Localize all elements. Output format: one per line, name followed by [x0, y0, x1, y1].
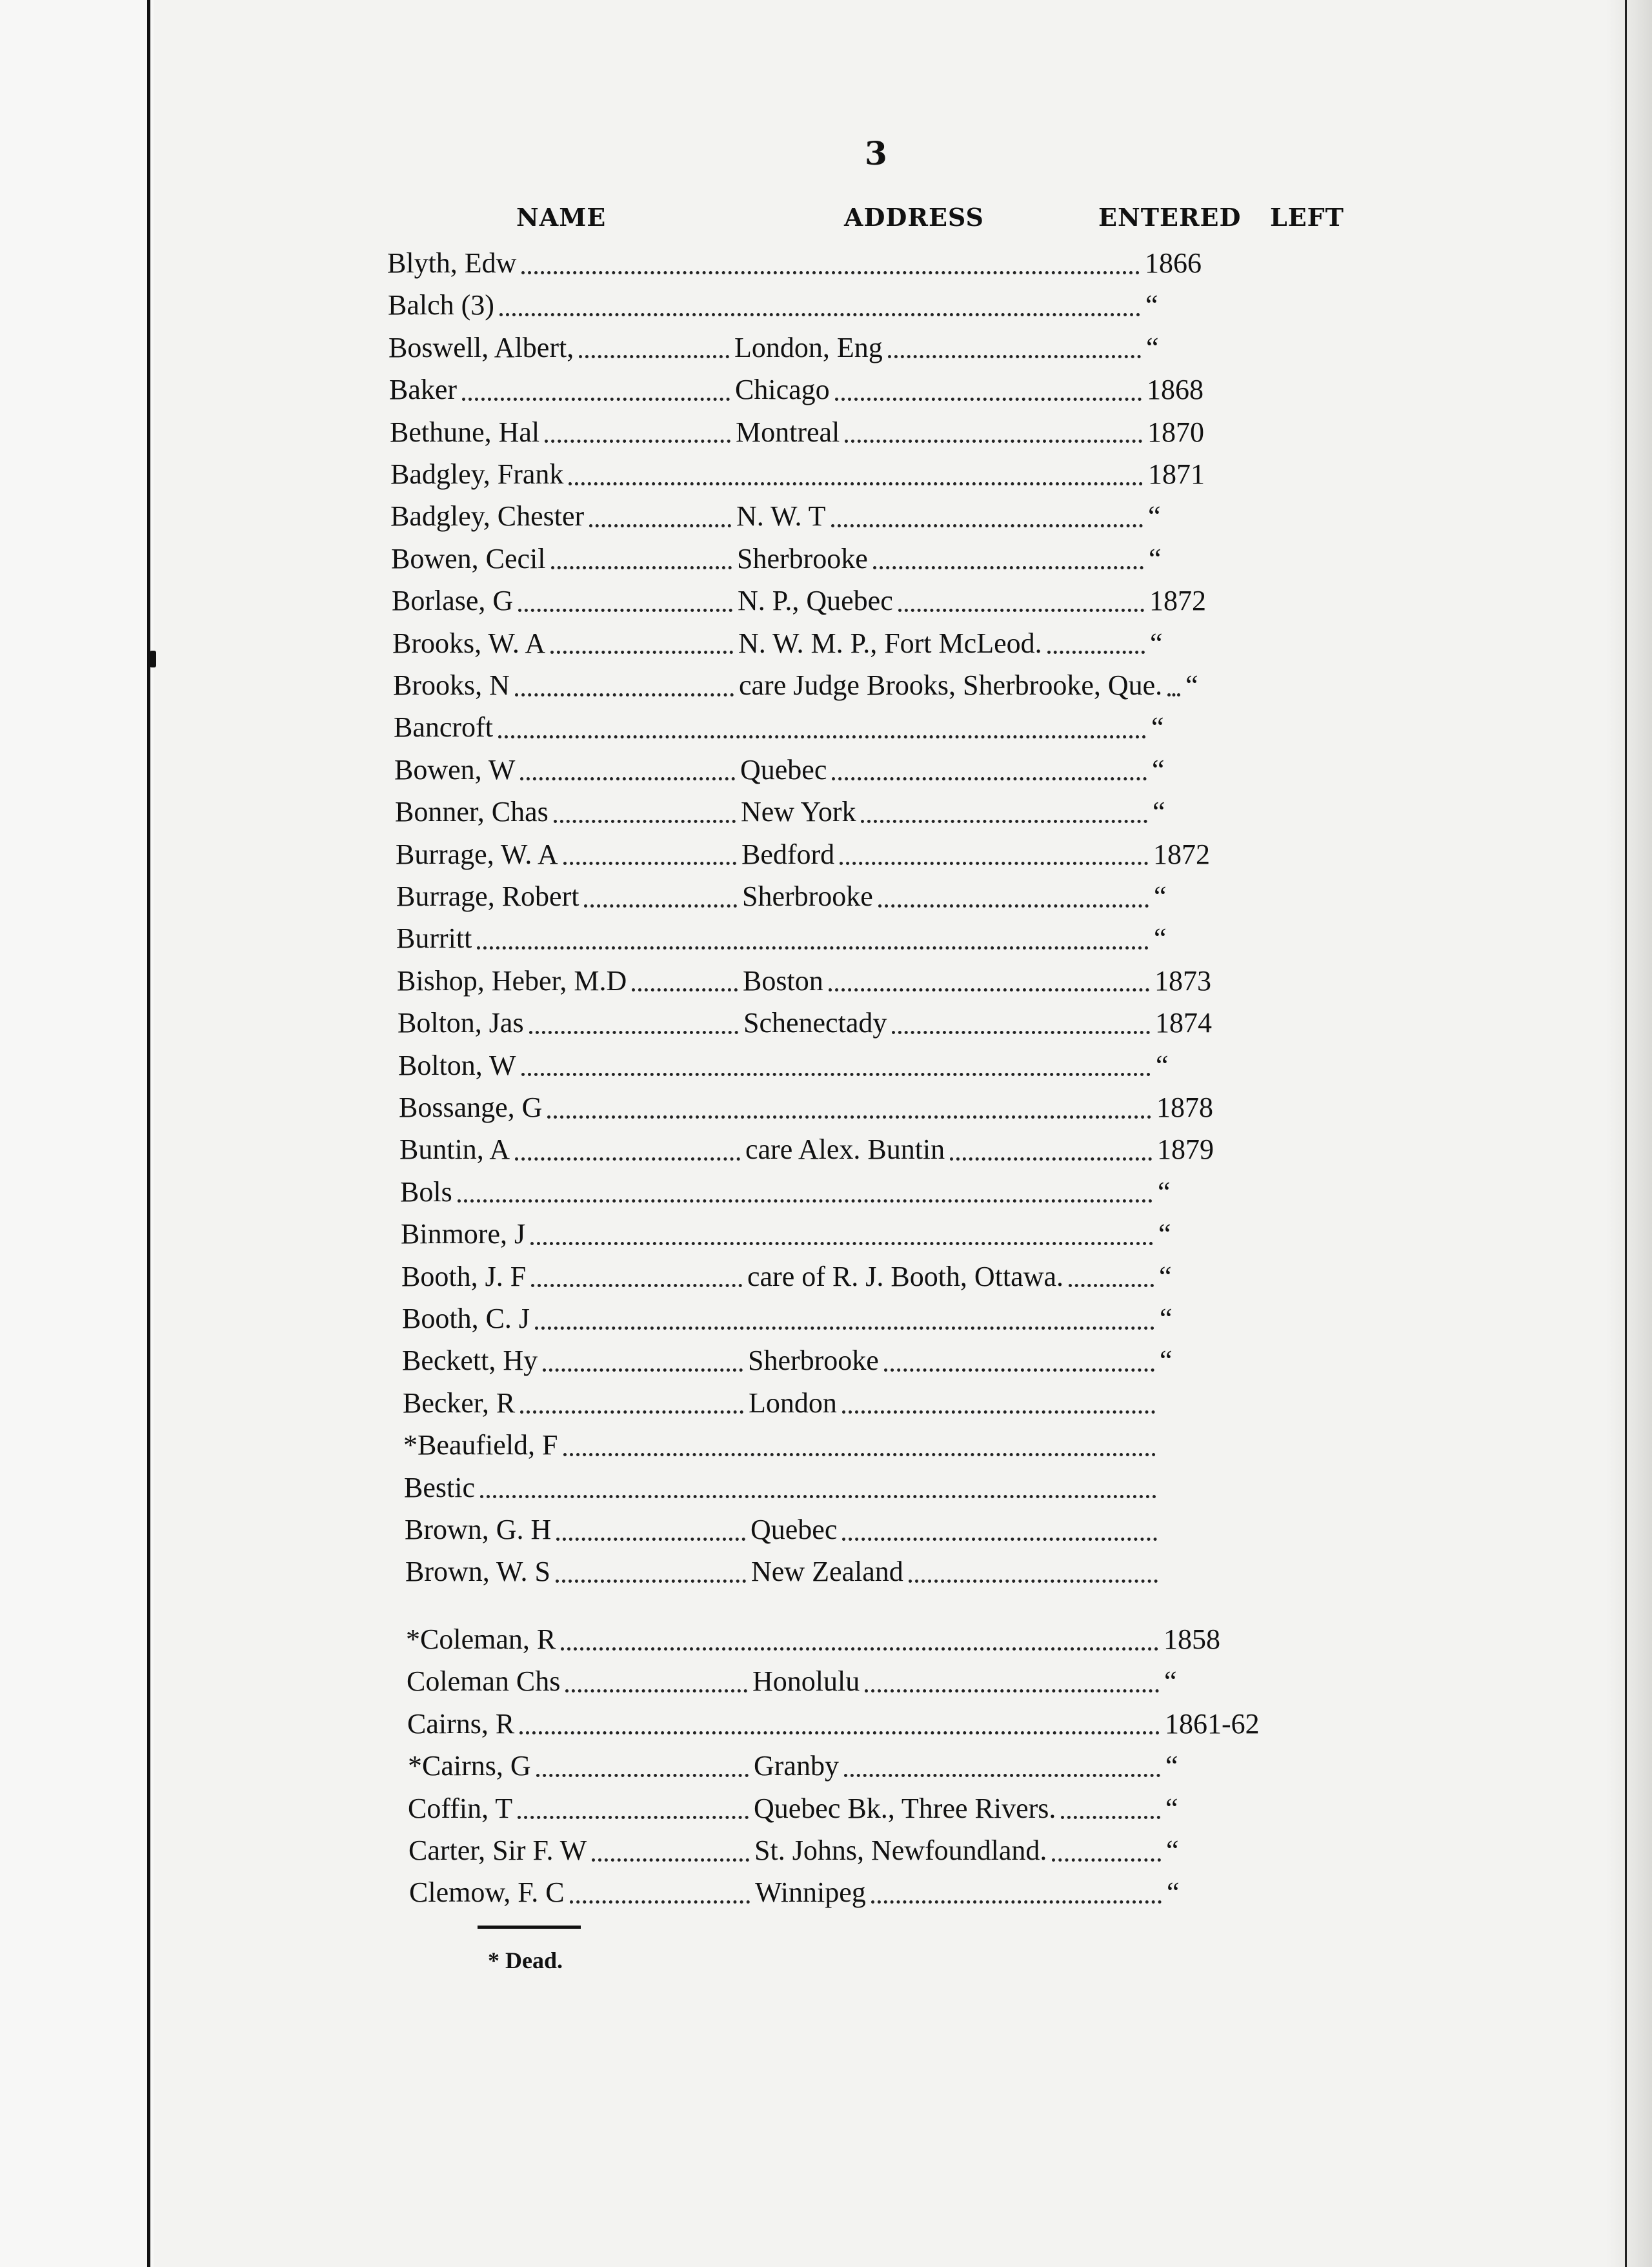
dot-leader: [909, 1580, 1158, 1583]
entry-entered-year: 1879: [1157, 1134, 1214, 1166]
dot-leader: [884, 1368, 1154, 1372]
entry-address: Honolulu: [752, 1665, 860, 1698]
entry-address: N. W. M. P., Fort McLeod.: [738, 627, 1042, 659]
dot-leader: [498, 735, 1146, 738]
entry-entered-year: “: [1152, 753, 1165, 786]
column-header-left: LEFT: [1270, 203, 1344, 232]
dot-leader: [520, 1410, 743, 1414]
entry-name: Badgley, Chester: [390, 500, 585, 533]
entry-name: Borlase, G: [392, 585, 514, 617]
dot-leader: [592, 1858, 749, 1862]
table-row: [390, 412, 1231, 453]
footnote: * Dead.: [488, 1947, 563, 1973]
table-row: [396, 834, 1237, 875]
dot-leader: [480, 1495, 1156, 1498]
dot-leader: [878, 904, 1149, 908]
entry-entered-year: “: [1146, 331, 1159, 363]
table-row: [407, 1703, 1260, 1745]
table-row: [387, 243, 1229, 284]
dot-leader: [842, 1410, 1155, 1414]
entry-entered-year: “: [1185, 669, 1198, 701]
dot-leader: [565, 1689, 747, 1693]
table-row: [394, 707, 1235, 748]
dot-leader: [1167, 693, 1180, 696]
dot-leader: [831, 524, 1143, 527]
dot-leader: [579, 355, 729, 358]
entry-entered-year: “: [1145, 289, 1158, 321]
entry-address: New York: [741, 796, 856, 828]
dot-leader: [561, 1647, 1158, 1651]
dot-leader: [458, 1199, 1153, 1203]
table-row: [407, 1661, 1248, 1702]
table-row: [408, 1745, 1249, 1787]
dot-leader: [519, 1731, 1160, 1734]
entry-name: *Beaufield, F: [403, 1429, 558, 1461]
entry-entered-year: 1861-62: [1165, 1707, 1260, 1740]
dot-leader: [589, 524, 731, 527]
entry-name: Bishop, Heber, M.D: [397, 964, 627, 997]
dot-leader: [888, 355, 1141, 358]
entry-address: St. Johns, Newfoundland.: [754, 1835, 1047, 1866]
entry-name: *Coleman, R: [406, 1623, 556, 1655]
entry-name: Brooks, W. A: [392, 627, 546, 659]
dot-leader: [520, 777, 735, 780]
entry-name: Bossange, G: [399, 1092, 543, 1123]
entry-entered-year: “: [1165, 1750, 1178, 1782]
entry-entered-year: 1870: [1147, 416, 1204, 448]
entry-address: Quebec: [740, 753, 827, 786]
entry-entered-year: 1858: [1163, 1623, 1220, 1655]
entry-entered-year: “: [1158, 1175, 1171, 1208]
table-row: [401, 1256, 1243, 1297]
footnote-rule: [478, 1926, 581, 1929]
table-row: [405, 1509, 1246, 1550]
table-row: [402, 1298, 1244, 1339]
dot-leader: [531, 1284, 742, 1287]
entry-name: Booth, J. F: [401, 1260, 527, 1292]
entry-name: Coffin, T: [408, 1792, 513, 1824]
entry-address: Granby: [754, 1750, 839, 1782]
dot-leader: [521, 1073, 1151, 1076]
entry-name: Bethune, Hal: [390, 416, 540, 448]
entry-entered-year: “: [1160, 1303, 1173, 1334]
dot-leader: [861, 820, 1147, 823]
entry-name: Badgley, Frank: [390, 458, 564, 490]
dot-leader: [1047, 651, 1145, 654]
dot-leader: [1061, 1816, 1160, 1819]
dot-leader: [570, 1900, 750, 1904]
entry-name: Binmore, J: [401, 1218, 526, 1250]
dot-leader: [545, 440, 730, 443]
dot-leader: [832, 777, 1147, 780]
entry-name: Burritt: [396, 922, 472, 955]
column-header-address: ADDRESS: [844, 203, 984, 232]
entry-address: Bedford: [741, 838, 835, 870]
dot-leader: [521, 271, 1140, 274]
table-row: [395, 791, 1236, 833]
table-row: [400, 1172, 1242, 1213]
table-row: [397, 961, 1238, 1002]
table-row: [408, 1830, 1250, 1871]
entry-name: Bolton, Jas: [398, 1007, 524, 1039]
dot-leader: [1052, 1858, 1161, 1862]
entry-name: Buntin, A: [399, 1134, 510, 1166]
entry-entered-year: “: [1153, 796, 1165, 828]
entry-address: London: [749, 1387, 837, 1419]
table-row: [392, 623, 1234, 664]
entry-name: Carter, Sir F. W: [408, 1835, 587, 1866]
entry-entered-year: “: [1167, 1876, 1180, 1909]
dot-leader: [632, 988, 738, 991]
entry-name: Brown, W. S: [405, 1556, 550, 1588]
table-row: [403, 1383, 1244, 1424]
entry-entered-year: “: [1149, 542, 1162, 574]
entry-entered-year: “: [1164, 1665, 1177, 1698]
table-row: [396, 918, 1238, 959]
dot-leader: [1069, 1284, 1154, 1287]
dot-leader: [892, 1031, 1150, 1034]
dot-leader: [554, 820, 736, 823]
entry-name: Bolton, W: [398, 1049, 516, 1081]
entry-name: Bestic: [404, 1471, 475, 1503]
entry-address: Quebec Bk., Three Rivers.: [754, 1792, 1056, 1824]
dot-leader: [835, 398, 1142, 401]
table-row: [390, 496, 1232, 537]
entry-name: Brown, G. H: [405, 1514, 552, 1545]
dot-leader: [871, 1900, 1162, 1904]
table-row: [393, 665, 1234, 706]
dot-leader: [499, 313, 1140, 316]
entry-name: Cairns, R: [407, 1707, 515, 1740]
table-row: [388, 327, 1230, 369]
entry-entered-year: 1872: [1149, 585, 1206, 617]
entry-address: New Zealand: [751, 1556, 903, 1588]
entry-entered-year: 1874: [1155, 1007, 1212, 1039]
dot-leader: [898, 609, 1144, 612]
entry-name: Bols: [400, 1175, 452, 1208]
dot-leader: [477, 946, 1149, 950]
entry-address: Sherbrooke: [737, 542, 868, 574]
entry-entered-year: 1868: [1147, 374, 1204, 406]
table-row: [392, 580, 1233, 622]
entry-address: Winnipeg: [755, 1876, 866, 1909]
entry-name: Balch (3): [388, 289, 494, 321]
dot-leader: [829, 988, 1149, 991]
dot-leader: [556, 1538, 745, 1541]
entry-name: Blyth, Edw: [387, 247, 517, 279]
dot-leader: [518, 609, 732, 612]
entry-entered-year: “: [1154, 922, 1167, 955]
table-row: [396, 876, 1238, 917]
dot-leader: [550, 651, 733, 654]
table-row: [398, 1045, 1240, 1086]
entry-entered-year: “: [1148, 500, 1161, 533]
dot-leader: [563, 1453, 1156, 1456]
entry-name: Beckett, Hy: [402, 1345, 538, 1377]
table-row: [405, 1551, 1247, 1592]
dot-leader: [556, 1580, 746, 1583]
entry-address: Montreal: [736, 416, 840, 448]
entry-entered-year: “: [1156, 1049, 1169, 1081]
entry-entered-year: “: [1150, 627, 1163, 659]
entry-name: Bonner, Chas: [395, 796, 549, 828]
entry-name: Booth, C. J: [402, 1303, 530, 1334]
table-row: [401, 1214, 1242, 1255]
column-header-entered: ENTERED: [1098, 203, 1242, 232]
table-row: [390, 454, 1232, 495]
entry-name: Bowen, Cecil: [391, 542, 546, 574]
entry-name: Bowen, W: [394, 753, 516, 786]
dot-leader: [563, 862, 736, 865]
dot-leader: [529, 1031, 738, 1034]
table-row: [402, 1340, 1244, 1381]
column-header-name: NAME: [516, 203, 607, 232]
dot-leader: [873, 566, 1143, 569]
dot-leader: [462, 398, 730, 401]
table-row: [394, 749, 1236, 791]
dot-leader: [518, 1816, 749, 1819]
dot-leader: [515, 693, 734, 696]
table-row: [408, 1788, 1249, 1829]
entry-name: Clemow, F. C: [409, 1876, 565, 1909]
entry-address: Sherbrooke: [748, 1345, 879, 1377]
entry-entered-year: “: [1159, 1260, 1172, 1292]
entry-address: care Alex. Buntin: [745, 1134, 945, 1166]
entry-address: Sherbrooke: [742, 880, 873, 912]
entry-entered-year: “: [1166, 1835, 1179, 1866]
entry-name: Burrage, W. A: [396, 838, 558, 870]
entry-entered-year: 1873: [1154, 964, 1211, 997]
table-row: [406, 1619, 1247, 1660]
table-row: [399, 1129, 1241, 1170]
entry-entered-year: “: [1160, 1345, 1173, 1377]
entry-address: Schenectady: [743, 1007, 887, 1039]
entry-address: Chicago: [735, 374, 830, 406]
dot-leader: [551, 566, 732, 569]
entry-entered-year: “: [1158, 1218, 1171, 1250]
table-row: [391, 538, 1233, 580]
table-row: [399, 1087, 1240, 1128]
dot-leader: [950, 1157, 1152, 1161]
table-row: [403, 1425, 1245, 1466]
dot-leader: [543, 1368, 743, 1372]
entry-name: Coleman Chs: [407, 1665, 561, 1698]
entry-name: Burrage, Robert: [396, 880, 579, 912]
table-row: [409, 1872, 1251, 1913]
dot-leader: [844, 1774, 1160, 1777]
dot-leader: [845, 440, 1142, 443]
table-row: [388, 285, 1229, 326]
dot-leader: [842, 1538, 1157, 1541]
entry-entered-year: 1866: [1145, 247, 1202, 279]
entry-name: Brooks, N: [393, 669, 510, 701]
page-number: 3: [865, 134, 887, 172]
entry-name: Becker, R: [403, 1387, 516, 1419]
dot-leader: [536, 1774, 749, 1777]
table-row: [389, 369, 1231, 411]
dot-leader: [535, 1327, 1154, 1330]
entry-address: N. P., Quebec: [738, 585, 893, 617]
table-row: [398, 1002, 1239, 1044]
entry-address: Boston: [743, 964, 823, 997]
entry-name: Bancroft: [394, 711, 493, 744]
entry-address: Quebec: [750, 1514, 838, 1545]
entry-address: London, Eng: [734, 331, 883, 363]
entry-entered-year: “: [1165, 1792, 1178, 1824]
entry-name: Baker: [389, 374, 458, 406]
dot-leader: [515, 1157, 740, 1161]
entry-address: care of R. J. Booth, Ottawa.: [747, 1260, 1063, 1292]
dot-leader: [584, 904, 737, 908]
entry-entered-year: 1878: [1156, 1092, 1213, 1123]
entry-entered-year: 1872: [1153, 838, 1210, 870]
entry-address: N. W. T: [736, 500, 826, 533]
entry-entered-year: “: [1154, 880, 1167, 912]
dot-leader: [530, 1242, 1153, 1245]
entry-name: *Cairns, G: [408, 1750, 531, 1782]
dot-leader: [865, 1689, 1159, 1693]
table-row: [404, 1467, 1245, 1509]
entry-address: care Judge Brooks, Sherbrooke, Que.: [739, 669, 1163, 701]
entry-entered-year: 1871: [1148, 458, 1205, 490]
dot-leader: [569, 482, 1143, 485]
entry-name: Boswell, Albert,: [388, 331, 574, 363]
entry-entered-year: “: [1151, 711, 1164, 744]
dot-leader: [840, 862, 1148, 865]
dot-leader: [547, 1115, 1151, 1119]
